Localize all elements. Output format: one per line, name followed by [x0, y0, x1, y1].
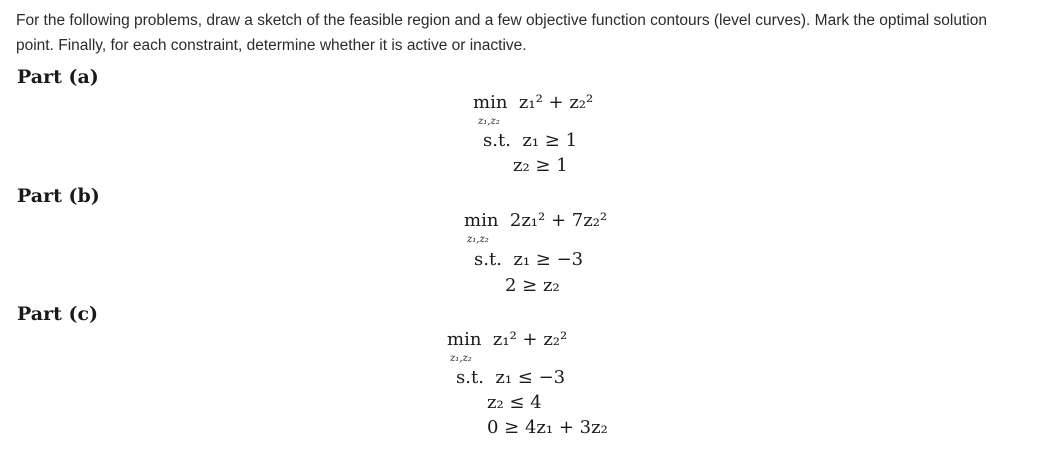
- part-a-st: s.t.: [483, 130, 511, 151]
- part-a-heading: Part (a): [17, 66, 99, 88]
- part-a-constraint-2: z₂ ≥ 1: [513, 155, 568, 176]
- part-a-min-word: min: [473, 92, 508, 113]
- instructions-line-2: point. Finally, for each constraint, determine whether it is active or inactive.: [16, 37, 527, 54]
- part-c-constraint-3: 0 ≥ 4z₁ + 3z₂: [487, 417, 608, 438]
- part-c-objective: [447, 329, 567, 350]
- part-b-constraint-1-expr: z₁ ≥ −3: [513, 249, 584, 270]
- instructions-line-1: For the following problems, draw a sketch of the feasible region and a few objective function contours (level curves). Mark the optimal solution: [16, 12, 987, 29]
- part-c-objective-expr: z₁² + z₂²: [492, 329, 568, 350]
- part-c-constraint-1: [456, 367, 565, 388]
- part-b-constraint-1: [474, 249, 583, 270]
- part-c-heading: Part (c): [17, 303, 99, 325]
- part-c-min-vars: z₁,z₂: [450, 353, 472, 364]
- part-b-st: s.t.: [474, 249, 502, 270]
- part-a-objective: [473, 92, 593, 113]
- part-b-min-vars: z₁,z₂: [467, 234, 489, 245]
- part-b-objective-expr: 2z₁² + 7z₂²: [509, 210, 608, 231]
- part-c-constraint-2: z₂ ≤ 4: [487, 392, 542, 413]
- part-a-constraint-1: [483, 130, 577, 151]
- part-c-st: s.t.: [456, 367, 484, 388]
- part-c-min-word: min: [447, 329, 482, 350]
- part-b-heading: Part (b): [17, 185, 100, 207]
- part-c-constraint-1-expr: z₁ ≤ −3: [495, 367, 566, 388]
- part-a-constraint-1-expr: z₁ ≥ 1: [522, 130, 578, 151]
- part-b-objective: [464, 210, 607, 231]
- problem-instructions: [16, 8, 1036, 58]
- part-b-min-word: min: [464, 210, 499, 231]
- part-a-objective-expr: z₁² + z₂²: [518, 92, 594, 113]
- part-b-constraint-2: 2 ≥ z₂: [505, 275, 560, 296]
- part-a-min-vars: z₁,z₂: [478, 116, 500, 127]
